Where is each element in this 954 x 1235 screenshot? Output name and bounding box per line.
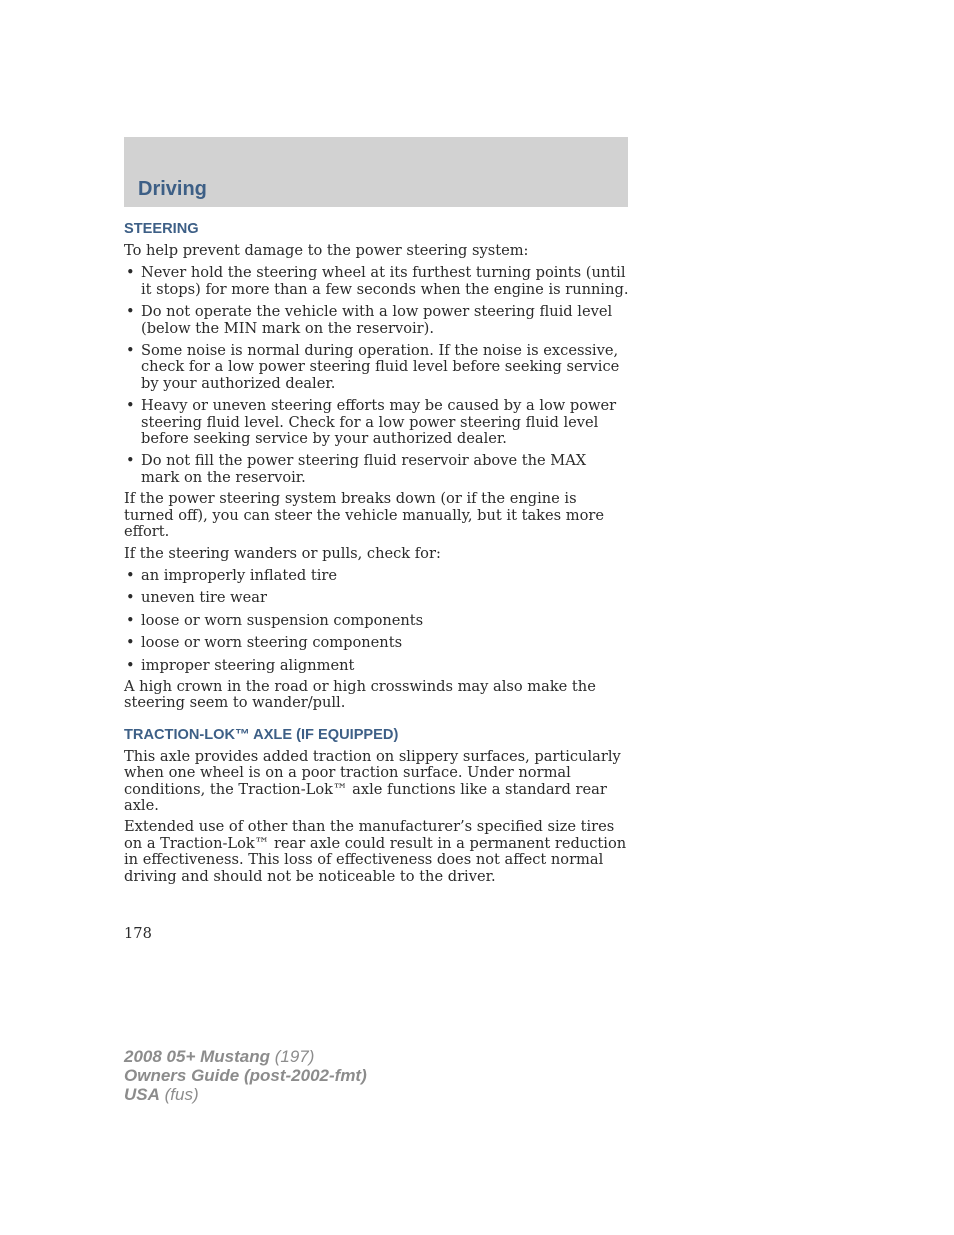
- list-item: • Do not operate the vehicle with a low power steering fluid level (below the MIN mark on the reservoir).: [126, 303, 613, 337]
- steering-paragraph: A high crown in the road or high crosswinds may also make the steering seem to wander/pull.: [124, 677, 596, 712]
- bullet-icon: •: [126, 452, 135, 470]
- bullet-icon: •: [126, 634, 135, 652]
- traction-lok-paragraph: This axle provides added traction on slippery surfaces, particularly when one wheel is on a poor traction surface. Under normal conditions, the Traction-Lok™ axle functions like a standard rear axle.: [124, 747, 621, 814]
- steering-paragraph: If the power steering system breaks down (or if the engine is turned off), you can steer the vehicle manually, but it takes more effort.: [124, 490, 604, 541]
- list-item: • loose or worn suspension components: [126, 611, 424, 629]
- list-item: • Heavy or uneven steering efforts may be caused by a low power steering fluid level. Check for a low power steering fluid level before seeking service by your authorized dealer.: [126, 397, 617, 448]
- bullet-icon: •: [126, 342, 135, 360]
- bullet-icon: •: [126, 656, 135, 674]
- bullet-icon: •: [126, 611, 135, 629]
- list-item: • improper steering alignment: [126, 656, 355, 674]
- bullet-icon: •: [126, 566, 135, 584]
- list-item: • uneven tire wear: [126, 589, 267, 607]
- page-content: [124, 220, 629, 885]
- traction-lok-heading: TRACTION-LOK™ AXLE (IF EQUIPPED): [124, 726, 399, 743]
- bullet-icon: •: [126, 303, 135, 321]
- list-item: • Some noise is normal during operation. If the noise is excessive, check for a low power steering fluid level before seeking service by your authorized dealer.: [126, 342, 620, 392]
- section-title: Driving: [138, 178, 207, 200]
- document-footer: [124, 1047, 367, 1104]
- bullet-icon: •: [126, 589, 135, 607]
- steering-warnings-list: [124, 265, 629, 486]
- list-item: • Never hold the steering wheel at its furthest turning points (until it stops) for more than a few seconds when the engine is running.: [126, 264, 629, 298]
- list-item: • Do not fill the power steering fluid reservoir above the MAX mark on the reservoir.: [126, 452, 587, 486]
- list-item: • loose or worn steering components: [126, 634, 403, 652]
- footer-line: USA (fus): [124, 1085, 199, 1104]
- bullet-icon: •: [126, 397, 135, 415]
- section-header-band: [124, 137, 628, 207]
- steering-intro: To help prevent damage to the power steering system:: [124, 242, 529, 259]
- traction-lok-paragraph: Extended use of other than the manufacturer’s specified size tires on a Traction-Lok™ rear axle could result in a permanent reduction in effectiveness. This loss of effectiveness does not affect normal driving and should not be noticeable to the driver.: [124, 818, 627, 885]
- page-number: 178: [124, 925, 152, 942]
- bullet-icon: •: [126, 264, 135, 282]
- footer-line: 2008 05+ Mustang (197): [124, 1047, 315, 1066]
- steering-checks-list: [124, 568, 629, 674]
- list-item: • an improperly inflated tire: [126, 566, 337, 584]
- footer-line: Owners Guide (post-2002-fmt): [124, 1066, 367, 1085]
- steering-paragraph: If the steering wanders or pulls, check for:: [124, 544, 441, 562]
- steering-heading: STEERING: [124, 221, 199, 237]
